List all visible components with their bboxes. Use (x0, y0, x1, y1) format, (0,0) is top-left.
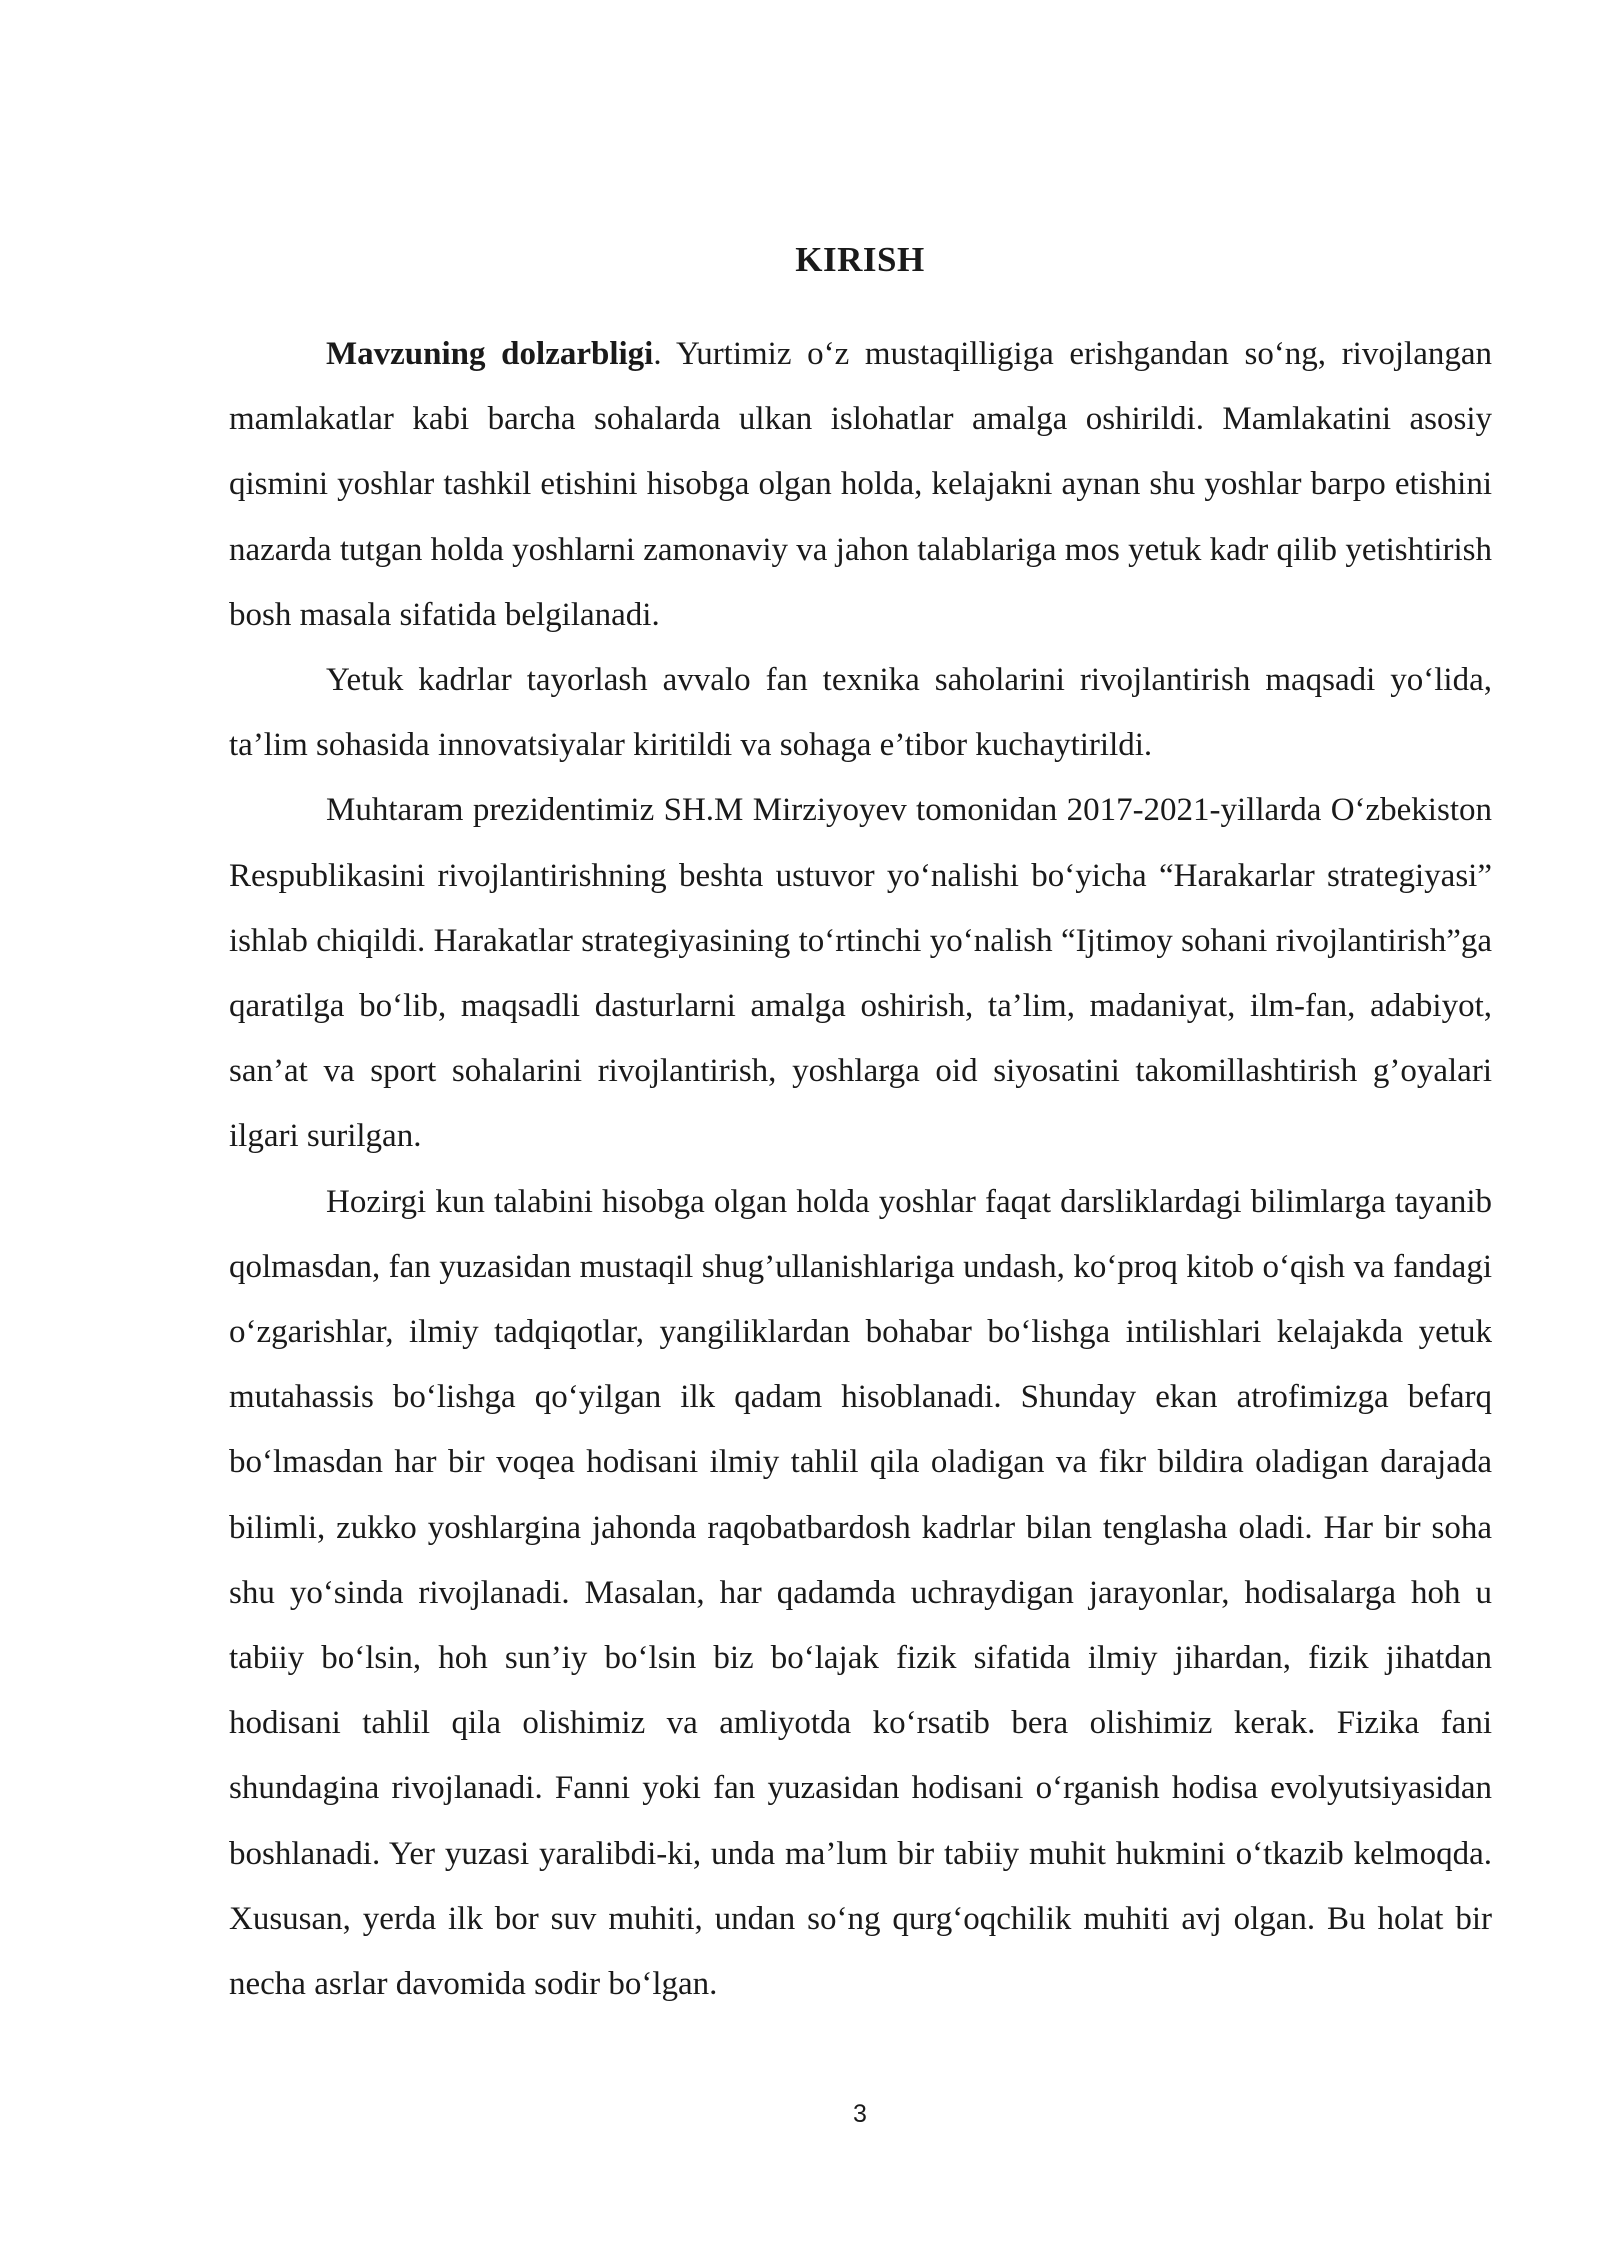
paragraph-text: . Yurtimiz o‘z mustaqilligiga erishgandan so‘ng, rivojlangan mamlakatlar kabi barcha sohalarda ulkan islohatlar amalga oshirildi. Mamlakatini asosiy qismini yoshlar tashkil etishini hisobga olgan holda, kelajakni aynan shu yoshlar barpo etishini nazarda tutgan holda yoshlarni zamonaviy va jahon talablariga mos yetuk kadr qilib yetishtirish bosh masala sifatida belgilanadi. (229, 336, 1492, 633)
paragraph-lead-heading: Mavzuning dolzarbligi (326, 336, 654, 372)
body-text (229, 322, 1492, 2017)
section-title: KIRISH (795, 240, 925, 279)
paragraph: Muhtaram prezidentimiz SH.M Mirziyoyev tomonidan 2017-2021-yillarda O‘zbekiston Respublikasini rivojlantirishning beshta ustuvor yo‘nalishi bo‘yicha “Harakarlar strategiyasi” ishlab chiqildi. Harakatlar strategiyasining to‘rtinchi yo‘nalish “Ijtimoy sohani rivojlantirish”ga qaratilga bo‘lib, maqsadli dasturlarni amalga oshirish, ta’lim, madaniyat, ilm-fan, adabiyot, san’at va sport sohalarini rivojlantirish, yoshlarga oid siyosatini takomillashtirish g’oyalari ilgari surilgan. (229, 792, 1492, 1155)
paragraph: Hozirgi kun talabini hisobga olgan holda yoshlar faqat darsliklardagi bilimlarga tayanib qolmasdan, fan yuzasidan mustaqil shug’ullanishlariga undash, ko‘proq kitob o‘qish va fandagi o‘zgarishlar, ilmiy tadqiqotlar, yangiliklardan bohabar bo‘lishga intilishlari kelajakda yetuk mutahassis bo‘lishga qo‘yilgan ilk qadam hisoblanadi. Shunday ekan atrofimizga befarq bo‘lmasdan har bir voqea hodisani ilmiy tahlil qila oladigan va fikr bildira oladigan darajada bilimli, zukko yoshlargina jahonda raqobatbardosh kadrlar bilan tenglasha oladi. Har bir soha shu yo‘sinda rivojlanadi. Masalan, har qadamda uchraydigan jarayonlar, hodisalarga hoh u tabiiy bo‘lsin, hoh sun’iy bo‘lsin biz bo‘lajak fizik sifatida ilmiy jihardan, fizik jihatdan hodisani tahlil qila olishimiz va amliyotda ko‘rsatib bera olishimiz kerak. Fizika fani shundagina rivojlanadi. Fanni yoki fan yuzasidan hodisani o‘rganish hodisa evolyutsiyasidan boshlanadi. Yer yuzasi yaralibdi-ki, unda ma’lum bir tabiiy muhit hukmini o‘tkazib kelmoqda. Xususan, yerda ilk bor suv muhiti, undan so‘ng qurg‘oqchilik muhiti avj olgan. Bu holat bir necha asrlar davomida sodir bo‘lgan. (229, 1183, 1492, 2003)
paragraph: Yetuk kadrlar tayorlash avvalo fan texnika saholarini rivojlantirish maqsadi yo‘lida, ta’lim sohasida innovatsiyalar kiritildi va sohaga e’tibor kuchaytirildi. (229, 662, 1492, 764)
page-number: 3 (853, 2100, 867, 2128)
paragraph-relevance (229, 322, 1492, 648)
